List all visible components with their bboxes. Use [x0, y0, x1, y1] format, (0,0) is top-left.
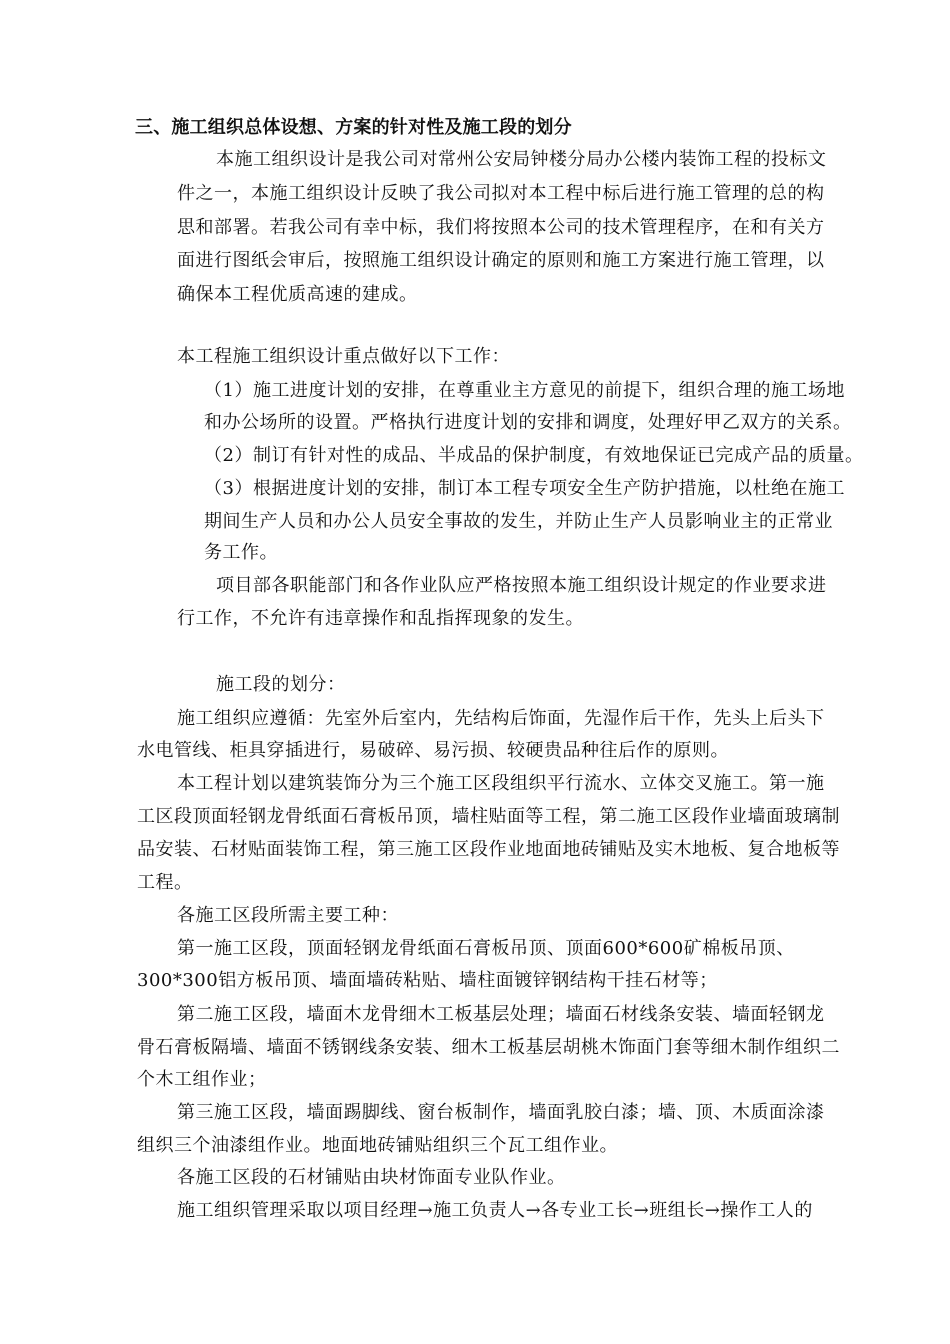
project-dept-line-2: 行工作，不允许有违章操作和乱指挥现象的发生。 — [177, 608, 584, 629]
key-work-item-3-line-3: 务工作。 — [204, 542, 278, 563]
key-work-title: 本工程施工组织设计重点做好以下工作： — [177, 346, 510, 367]
key-work-item-1-line-1: （1）施工进度计划的安排，在尊重业主方意见的前提下，组织合理的施工场地 — [204, 380, 845, 401]
section2-line-3: 个木工组作业； — [137, 1069, 267, 1090]
trades-title: 各施工区段所需主要工种： — [177, 905, 399, 926]
principle-line-2: 水电管线、柜具穿插进行，易破碎、易污损、较硬贵品种往后作的原则。 — [137, 740, 729, 761]
intro-line-1: 本施工组织设计是我公司对常州公安局钟楼分局办公楼内装饰工程的投标文 — [216, 149, 827, 170]
key-work-item-3-line-1: （3）根据进度计划的安排，制订本工程专项安全生产防护措施，以杜绝在施工 — [204, 478, 845, 499]
key-work-item-1-line-2: 和办公场所的设置。严格执行进度计划的安排和调度，处理好甲乙双方的关系。 — [204, 412, 852, 433]
principle-line-1: 施工组织应遵循：先室外后室内，先结构后饰面，先湿作后干作，先头上后头下 — [177, 708, 825, 729]
section2-line-2: 骨石膏板隔墙、墙面不锈钢线条安装、细木工板基层胡桃木饰面门套等细木制作组织二 — [137, 1037, 840, 1058]
key-work-item-3-line-2: 期间生产人员和办公人员安全事故的发生，并防止生产人员影响业主的正常业 — [204, 511, 833, 532]
intro-line-3: 思和部署。若我公司有幸中标，我们将按照本公司的技术管理程序，在和有关方 — [177, 217, 825, 238]
section3-line-2: 组织三个油漆组作业。地面地砖铺贴组织三个瓦工组作业。 — [137, 1135, 618, 1156]
section-division-title: 施工段的划分： — [216, 674, 346, 695]
section1-line-1: 第一施工区段，顶面轻钢龙骨纸面石膏板吊顶、顶面600*600矿棉板吊顶、 — [177, 938, 795, 959]
stone-paragraph: 各施工区段的石材铺贴由块材饰面专业队作业。 — [177, 1167, 566, 1188]
section3-line-1: 第三施工区段，墙面踢脚线、窗台板制作，墙面乳胶白漆；墙、顶、木质面涂漆 — [177, 1102, 825, 1123]
intro-line-2: 件之一，本施工组织设计反映了我公司拟对本工程中标后进行施工管理的总的构 — [177, 183, 825, 204]
management-paragraph: 施工组织管理采取以项目经理→施工负责人→各专业工长→班组长→操作工人的 — [177, 1200, 813, 1221]
section-heading: 三、施工组织总体设想、方案的针对性及施工段的划分 — [135, 117, 572, 138]
plan-line-4: 工程。 — [137, 872, 193, 893]
plan-line-1: 本工程计划以建筑装饰分为三个施工区段组织平行流水、立体交叉施工。第一施 — [177, 773, 825, 794]
intro-line-4: 面进行图纸会审后，按照施工组织设计确定的原则和施工方案进行施工管理，以 — [177, 250, 825, 271]
project-dept-line-1: 项目部各职能部门和各作业队应严格按照本施工组织设计规定的作业要求进 — [216, 575, 827, 596]
section2-line-1: 第二施工区段，墙面木龙骨细木工板基层处理；墙面石材线条安装、墙面轻钢龙 — [177, 1004, 825, 1025]
section1-line-2: 300*300铝方板吊顶、墙面墙砖粘贴、墙柱面镀锌钢结构干挂石材等； — [137, 970, 718, 991]
intro-line-5: 确保本工程优质高速的建成。 — [177, 284, 418, 305]
plan-line-3: 品安装、石材贴面装饰工程，第三施工区段作业地面地砖铺贴及实木地板、复合地板等 — [137, 839, 840, 860]
key-work-item-2: （2）制订有针对性的成品、半成品的保护制度，有效地保证已完成产品的质量。 — [204, 445, 864, 466]
plan-line-2: 工区段顶面轻钢龙骨纸面石膏板吊顶，墙柱贴面等工程，第二施工区段作业墙面玻璃制 — [137, 806, 840, 827]
